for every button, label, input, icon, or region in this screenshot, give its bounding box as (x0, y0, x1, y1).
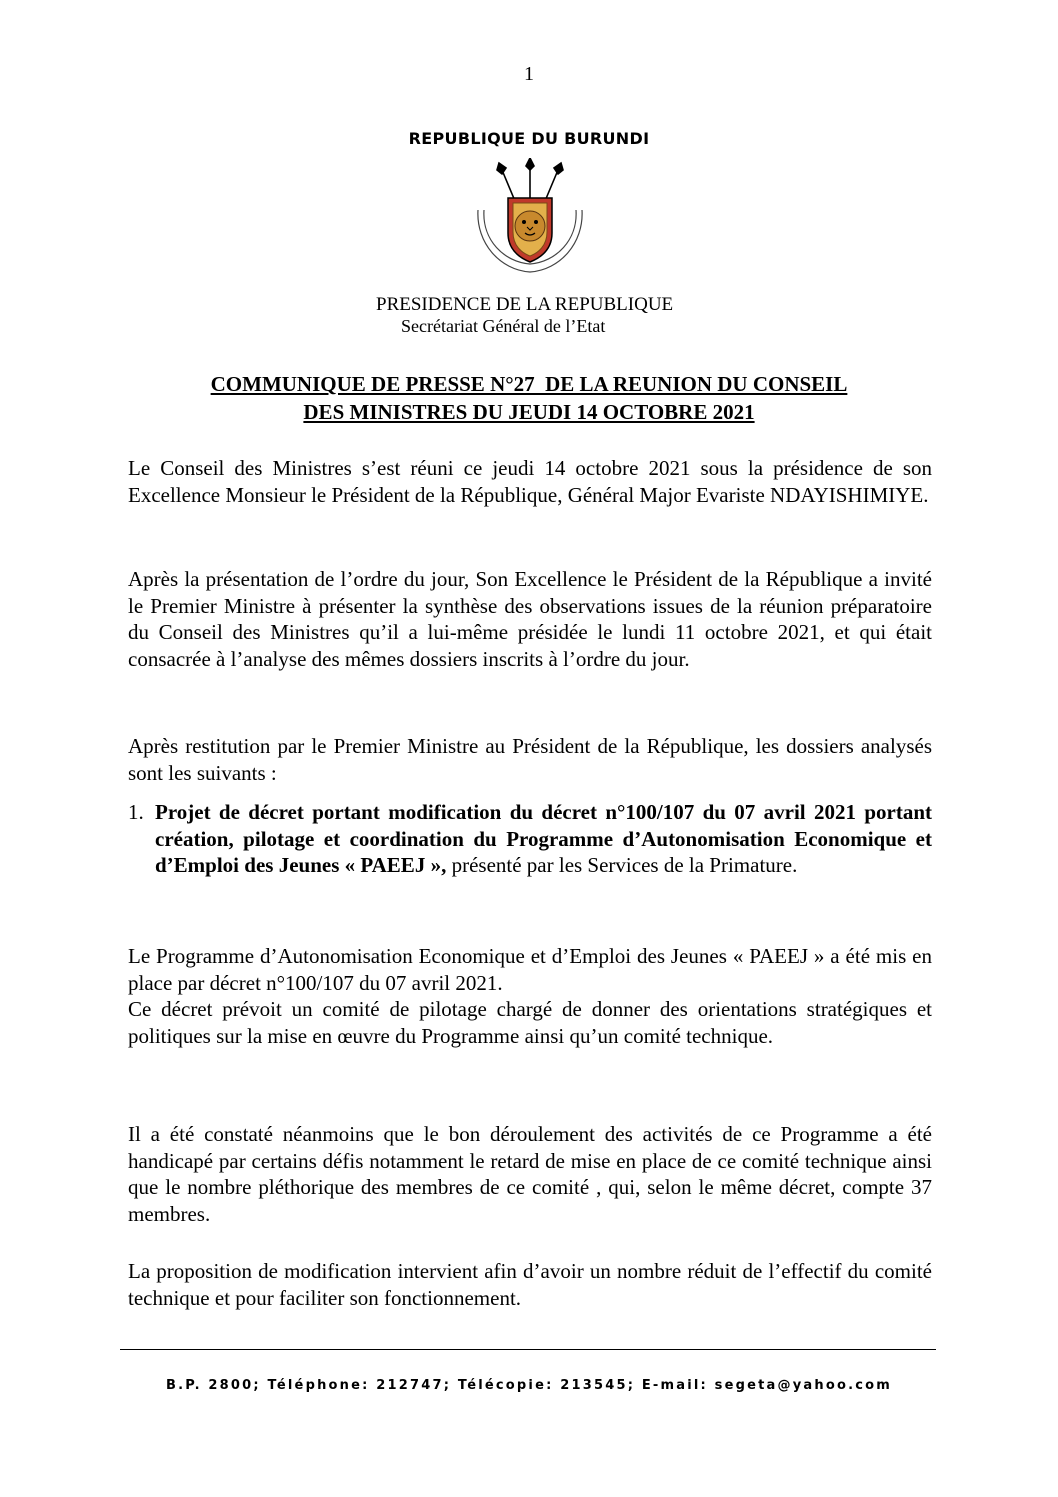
title-line-1: COMMUNIQUE DE PRESSE N°27 DE LA REUNION DU CONSEIL (210, 372, 848, 396)
paragraph-4a-text: Le Programme d’Autonomisation Economique et d’Emploi des Jeunes « PAEEJ » a été mis en place par décret n°100/107 du 07 avril 2021. (128, 944, 932, 995)
list-item (128, 799, 932, 879)
paragraph-1 (128, 455, 932, 508)
secretariat-heading: Secrétariat Général de l’Etat (401, 316, 606, 336)
list-item-number: 1. (128, 800, 144, 824)
coat-of-arms-icon (470, 158, 590, 283)
title-line-2: DES MINISTRES DU JEUDI 14 OCTOBRE 2021 (303, 400, 755, 424)
document-title (0, 370, 1058, 426)
paragraph-6-text: La proposition de modification intervient afin d’avoir un nombre réduit de l’effectif du comité technique et pour faciliter son fonctionnement. (128, 1259, 932, 1310)
footer-contact: B.P. 2800; Téléphone: 212747; Télécopie: 213545; E-mail: segeta@yahoo.com (165, 1378, 893, 1393)
paragraph-2-text: Après la présentation de l’ordre du jour, Son Excellence le Président de la République a invité le Premier Ministre à présenter la synthèse des observations issues de la réunion préparatoire du Conseil des Ministres qu’il a lui-même présidée le lundi 11 octobre 2021, et qui était consacrée à l’analyse des mêmes dossiers inscrits à l’ordre du jour. (128, 567, 932, 671)
footer-divider (120, 1349, 936, 1350)
paragraph-5-text: Il a été constaté néanmoins que le bon déroulement des activités de ce Programme a été handicapé par certains défis notamment le retard de mise en place de ce comité technique ainsi que le nombre pléthorique des membres de ce comité , qui, selon le même décret, compte 37 membres. (128, 1122, 932, 1226)
paragraph-6 (128, 1258, 932, 1311)
paragraph-1-text: Le Conseil des Ministres s’est réuni ce jeudi 14 octobre 2021 sous la présidence de son Excellence Monsieur le Président de la République, Général Major Evariste NDAYISHIMIYE. (128, 456, 932, 507)
paragraph-4b-text: Ce décret prévoit un comité de pilotage chargé de donner des orientations stratégiques et politiques sur la mise en œuvre du Programme ainsi qu’un comité technique. (128, 997, 932, 1048)
paragraph-3-text: Après restitution par le Premier Ministre au Président de la République, les dossiers analysés sont les suivants : (128, 734, 932, 785)
paragraph-2 (128, 566, 932, 672)
paragraph-5 (128, 1121, 932, 1227)
paragraph-4 (128, 943, 932, 1049)
paragraph-3 (128, 733, 932, 786)
list-item-presenter: présenté par les Services de la Primature. (451, 853, 798, 877)
list-item-title: Projet de décret portant modification du décret n°100/107 du 07 avril 2021 portant création, pilotage et coordination du Programme d’Autonomisation Economique et d’Emploi des Jeunes « PAEEJ », (155, 800, 932, 877)
country-heading: REPUBLIQUE DU BURUNDI (408, 129, 650, 148)
page-number: 1 (524, 63, 534, 85)
presidency-heading: PRESIDENCE DE LA REPUBLIQUE (376, 294, 674, 315)
